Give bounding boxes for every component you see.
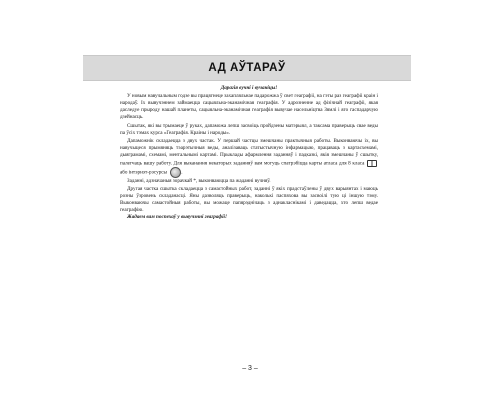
page-number: – 3 – xyxy=(242,365,258,372)
paragraph-1: У новым навучальным годзе вы працягнеце захапляльнае падарожжа ў свет геаграфіі, на гэты раз геаграфіі краін і народаў. Іх вывучэннем займаецца сацыяльна-эканамічная геаграфія. У адрозненне ад фізічнай геаграфіі, якая даследуе прыроду нашай планеты, сацыяльна-эканамічная геаграфія вывучае насельніцтва Зямлі і яго гаспадарчую дзейнасць. xyxy=(120,92,378,121)
greeting: Дарагія вучні і вучаніцы! xyxy=(220,85,278,91)
globe-icon xyxy=(170,167,181,178)
paragraph-3-tail: або інтэрнэт-рэсурсы xyxy=(120,170,167,177)
page-title: АД АЎТАРАЎ xyxy=(208,62,286,74)
preface-body xyxy=(120,85,378,222)
book-icon xyxy=(367,160,377,167)
paragraph-3-text: Дапаможнік складаецца з двух частак. У першай частцы змешчаны практычныя работы. Выконваючы іх, вы навучыцеся прымяняць тэарэтычныя веды, аналізаваць статыстычную інфармацыю, працаваць з картасхемамі, дыяграмамі, схемамі, ментальнымі картамі. Прыклады афармлення заданняў і падказкі, якія змешчаны ў сшытку, палегчаць вашу работу. Для выканання некаторых заданняў вам могуць спатрэбіцца карты атласа для 8 класа xyxy=(120,137,378,167)
paragraph-5: Другая частка сшытка складаецца з самастойных работ, заданні ў якіх прадстаўлены ў двух варыянтах і маюць розны ўзровень складанасці. Яны дазволяць праверыць, наколькі паспяхова вы засвоілі тую ці іншую тэму. Выконваючы самастойныя работы, вы можаце папярэднічаць з аднакласнікамі і даведацца, хто лепш ведае геаграфію. xyxy=(120,185,378,214)
paragraph-2: Сшытак, які вы трымаеце ў руках, дапаможа лепш засвоіць пройдзены матэрыял, а таксама праверыць свае веды па ўсіх тэмах курса «Геаграфія. Краіны і народы». xyxy=(120,122,378,136)
paragraph-3: Дапаможнік складаецца з двух частак. У першай частцы змешчаны практычныя работы. Выконваючы іх, вы навучыцеся прымяняць тэарэтычныя веды, аналізаваць статыстычную інфармацыю, працаваць з картасхемамі, дыяграмамі, схемамі, ментальнымі картамі. Прыклады афармлення заданняў і падказкі, якія змешчаны ў сшытку, палегчаць вашу работу. Для выканання некаторых заданняў вам могуць спатрэбіцца карты атласа для 8 класа або інтэрнэт-рэсурсы . xyxy=(120,138,378,179)
paragraph-4: Заданні, адзначаныя зорачкай *, выконваюцца па жаданні вучняў. xyxy=(127,178,271,185)
closing-line: Жадаем вам поспехаў у вывучэнні геаграфіі! xyxy=(127,214,227,221)
title-bar xyxy=(83,55,411,81)
